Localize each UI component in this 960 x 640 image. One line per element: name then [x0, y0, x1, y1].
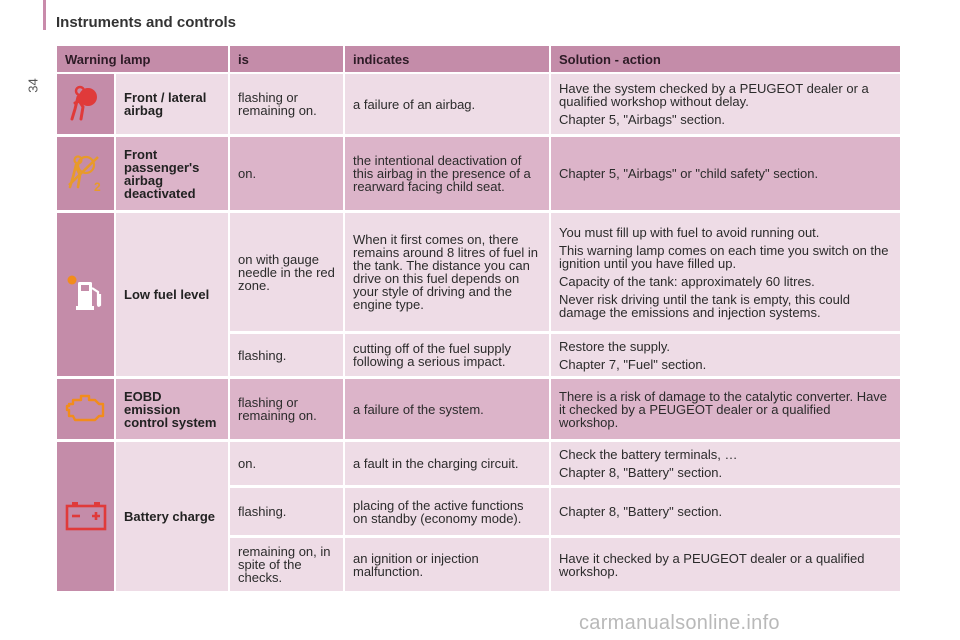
table-row: [57, 74, 902, 137]
icon-cell: [57, 442, 116, 594]
lamp-state: remaining on, in spite of the checks.: [230, 538, 345, 594]
icon-cell: [57, 213, 116, 379]
lamp-indicates: an ignition or injection malfunction.: [345, 538, 551, 594]
icon-cell: [57, 379, 116, 442]
table-row: [57, 213, 902, 334]
header-indicates: indicates: [345, 46, 551, 74]
lamp-solution: You must fill up with fuel to avoid running out. This warning lamp comes on each time you switch on the ignition until you have filled up. Capacity of the tank: approximately 60 litres. Never risk driving until the tank is empty, this could damage the emissions and injection systems.: [551, 213, 902, 334]
lamp-state: flashing or remaining on.: [230, 379, 345, 442]
table-row: [57, 379, 902, 442]
lamp-solution: There is a risk of damage to the catalytic converter. Have it checked by a PEUGEOT dealer or a qualified workshop.: [551, 379, 902, 442]
lamp-state: on.: [230, 442, 345, 488]
lamp-indicates: placing of the active functions on standby (economy mode).: [345, 488, 551, 538]
lamp-indicates: When it first comes on, there remains around 8 litres of fuel in the tank. The distance you can drive on this fuel depends on your style of driving and the engine type.: [345, 213, 551, 334]
header-solution: Solution - action: [551, 46, 902, 74]
lamp-solution: Chapter 5, "Airbags" or "child safety" section.: [551, 137, 902, 213]
lamp-state: flashing.: [230, 488, 345, 538]
lamp-solution: Have it checked by a PEUGEOT dealer or a qualified workshop.: [551, 538, 902, 594]
passenger-airbag-off-icon: [64, 151, 108, 197]
table-row: [57, 137, 902, 213]
page-number: 34: [25, 78, 41, 93]
lamp-state: flashing or remaining on.: [230, 74, 345, 137]
lamp-solution: Chapter 8, "Battery" section.: [551, 488, 902, 538]
icon-cell: [57, 137, 116, 213]
airbag-warning-icon: [66, 83, 106, 125]
side-rule: [43, 0, 46, 30]
lamp-indicates: a failure of an airbag.: [345, 74, 551, 137]
svg-text:2: 2: [93, 179, 101, 194]
section-title: Instruments and controls: [56, 14, 237, 31]
lamp-name: Front / lateral airbag: [116, 74, 230, 137]
lamp-solution: Restore the supply. Chapter 7, "Fuel" section.: [551, 334, 902, 379]
lamp-indicates: a fault in the charging circuit.: [345, 442, 551, 488]
lamp-state: on with gauge needle in the red zone.: [230, 213, 345, 334]
battery-charge-icon: [64, 500, 108, 534]
lamp-indicates: a failure of the system.: [345, 379, 551, 442]
warning-lamp-table: [57, 46, 902, 594]
lamp-state: flashing.: [230, 334, 345, 379]
icon-cell: [57, 74, 116, 137]
watermark: carmanualsonline.info: [579, 612, 780, 634]
engine-check-icon: [63, 390, 109, 428]
lamp-indicates: cutting off of the fuel supply following a serious impact.: [345, 334, 551, 379]
lamp-name: Battery charge: [116, 442, 230, 594]
table-header-row: [57, 46, 902, 74]
lamp-state: on.: [230, 137, 345, 213]
lamp-solution: Check the battery terminals, … Chapter 8, "Battery" section.: [551, 442, 902, 488]
lamp-solution: Have the system checked by a PEUGEOT dealer or a qualified workshop without delay. Chapter 5, "Airbags" section.: [551, 74, 902, 137]
lamp-name: EOBD emission control system: [116, 379, 230, 442]
lamp-indicates: the intentional deactivation of this airbag in the presence of a rearward facing child seat.: [345, 137, 551, 213]
table-row: [57, 442, 902, 488]
header-is: is: [230, 46, 345, 74]
low-fuel-icon: [64, 272, 108, 318]
lamp-name: Low fuel level: [116, 213, 230, 379]
header-warning-lamp: Warning lamp: [57, 46, 230, 74]
lamp-name: Front passenger's airbag deactivated: [116, 137, 230, 213]
